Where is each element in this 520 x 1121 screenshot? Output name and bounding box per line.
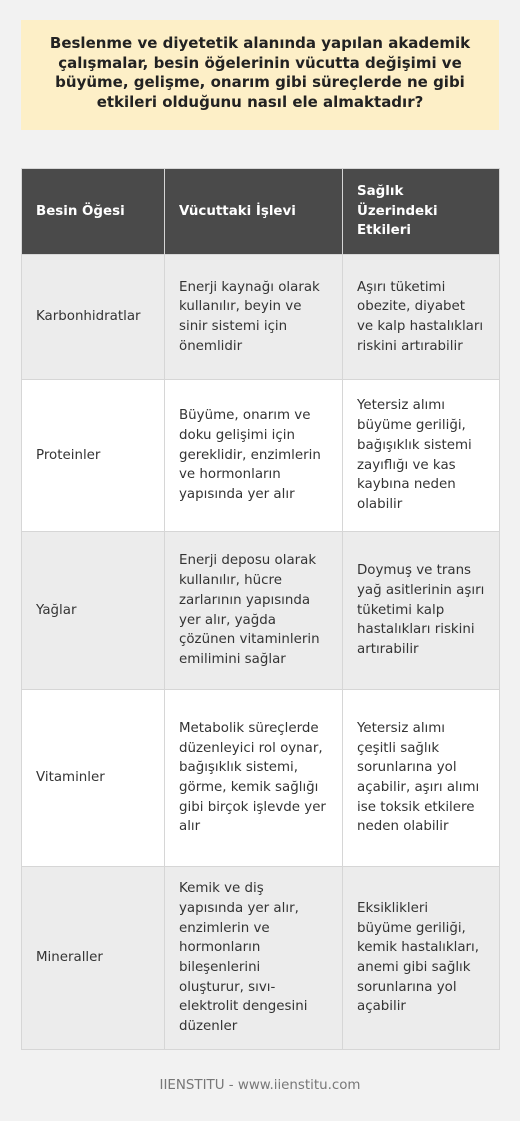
question-banner bbox=[21, 20, 499, 130]
header-nutrient: Besin Öğesi bbox=[22, 169, 165, 255]
cell-function: Büyüme, onarım ve doku gelişimi için gereklidir, enzimlerin ve hormonların yapısında yer alır bbox=[165, 380, 343, 532]
cell-function: Enerji deposu olarak kullanılır, hücre zarlarının yapısında yer alır, yağda çözünen vitaminlerin emilimini sağlar bbox=[165, 532, 343, 690]
header-effects: Sağlık Üzerindeki Etkileri bbox=[343, 169, 500, 255]
nutrient-table bbox=[21, 168, 500, 1050]
cell-effects: Yetersiz alımı çeşitli sağlık sorunlarına yol açabilir, aşırı alımı ise toksik etkilere neden olabilir bbox=[343, 690, 500, 867]
cell-function: Kemik ve diş yapısında yer alır, enzimlerin ve hormonların bileşenlerini oluşturur, sıvı-elektrolit dengesini düzenler bbox=[165, 867, 343, 1050]
table-row bbox=[22, 255, 500, 380]
cell-nutrient: Karbonhidratlar bbox=[22, 255, 165, 380]
cell-function: Enerji kaynağı olarak kullanılır, beyin ve sinir sistemi için önemlidir bbox=[165, 255, 343, 380]
cell-nutrient: Yağlar bbox=[22, 532, 165, 690]
header-row bbox=[22, 169, 500, 255]
table-header bbox=[22, 169, 500, 255]
cell-effects: Eksiklikleri büyüme geriliği, kemik hastalıkları, anemi gibi sağlık sorunlarına yol açabilir bbox=[343, 867, 500, 1050]
cell-effects: Yetersiz alımı büyüme geriliği, bağışıklık sistemi zayıflığı ve kas kaybına neden olabilir bbox=[343, 380, 500, 532]
table-body bbox=[22, 255, 500, 1050]
footer-credit: IIENSTITU - www.iienstitu.com bbox=[159, 1078, 361, 1093]
cell-nutrient: Vitaminler bbox=[22, 690, 165, 867]
question-title: Beslenme ve diyetetik alanında yapılan akademik çalışmalar, besin öğelerinin vücutta değişimi ve büyüme, gelişme, onarım gibi süreçlerde ne gibi etkileri olduğunu nasıl ele almaktadır? bbox=[49, 34, 471, 111]
table-row bbox=[22, 867, 500, 1050]
cell-function: Metabolik süreçlerde düzenleyici rol oynar, bağışıklık sistemi, görme, kemik sağlığı gibi birçok işlevde yer alır bbox=[165, 690, 343, 867]
table-row bbox=[22, 690, 500, 867]
cell-effects: Doymuş ve trans yağ asitlerinin aşırı tüketimi kalp hastalıkları riskini artırabilir bbox=[343, 532, 500, 690]
cell-nutrient: Mineraller bbox=[22, 867, 165, 1050]
header-function: Vücuttaki İşlevi bbox=[165, 169, 343, 255]
table-row bbox=[22, 380, 500, 532]
cell-nutrient: Proteinler bbox=[22, 380, 165, 532]
table-row bbox=[22, 532, 500, 690]
cell-effects: Aşırı tüketimi obezite, diyabet ve kalp hastalıkları riskini artırabilir bbox=[343, 255, 500, 380]
